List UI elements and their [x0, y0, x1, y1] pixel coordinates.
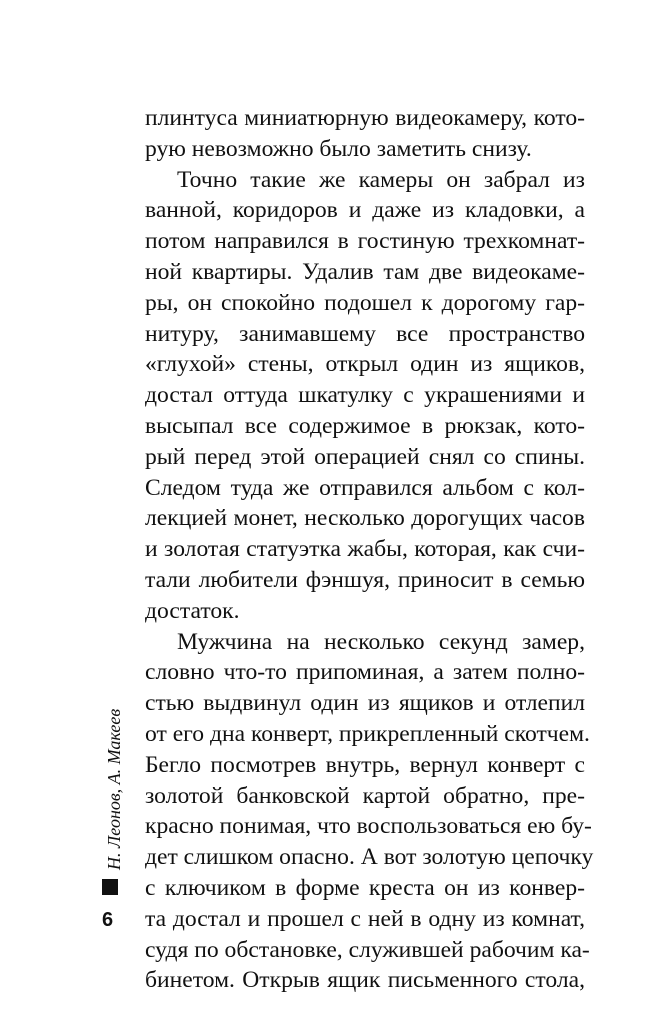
text-line: достаток.: [145, 597, 240, 624]
text-line: словно что-то припоминая, а затем полно-: [145, 659, 585, 686]
text-line: Точно такие же камеры он забрал из: [177, 166, 585, 193]
text-line: тали любители фэншуя, приносит в семью: [145, 566, 585, 593]
text-line: от его дна конверт, прикрепленный скотчем.: [145, 720, 590, 747]
text-line: нитуру, занимавшему все пространство: [145, 320, 585, 347]
text-line: ной квартиры. Удалив там две видеокаме-: [145, 258, 585, 285]
text-line: золотой банковской картой обратно, пре-: [145, 782, 585, 809]
running-head-authors: Н. Леонов, А. Макеев: [104, 708, 124, 870]
text-line: Бегло посмотрев внутрь, вернул конверт с: [145, 751, 585, 778]
page-number: 6: [102, 909, 114, 931]
text-line: ванной, коридоров и даже из кладовки, а: [145, 197, 585, 224]
text-line: та достал и прошел с ней в одну из комнат,: [145, 905, 585, 932]
text-line: бинетом. Открыв ящик письменного стола,: [145, 967, 585, 994]
text-line: высыпал все содержимое в рюкзак, кото-: [145, 412, 585, 439]
text-line: потом направился в гостиную трехкомнат-: [145, 228, 585, 255]
text-line: рую невозможно было заметить снизу.: [145, 135, 532, 162]
text-line: ры, он спокойно подошел к дорогому гар-: [145, 289, 585, 316]
text-line: стью выдвинул один из ящиков и отлепил: [145, 690, 585, 717]
text-line: красно понимая, что воспользоваться ею бу-: [145, 813, 592, 840]
text-line: Следом туда же отправился альбом с кол-: [145, 474, 585, 501]
text-line: Мужчина на несколько секунд замер,: [177, 628, 585, 655]
text-line: лекцией монет, несколько дорогущих часов: [145, 505, 585, 532]
text-line: с ключиком в форме креста он из конвер-: [145, 874, 585, 901]
text-line: «глухой» стены, открыл один из ящиков,: [145, 351, 585, 378]
text-line: и золотая статуэтка жабы, которая, как счи-: [145, 536, 585, 563]
text-line: достал оттуда шкатулку с украшениями и: [145, 382, 585, 409]
text-line: плинтуса миниатюрную видеокамеру, кото-: [145, 105, 585, 131]
running-head-square-marker: [102, 879, 118, 895]
text-line: рый перед этой операцией снял со спины.: [145, 443, 585, 470]
text-line: дет слишком опасно. А вот золотую цепочку: [145, 844, 594, 871]
text-line: судя по обстановке, служившей рабочим ка-: [145, 936, 590, 963]
body-text: [145, 103, 594, 996]
